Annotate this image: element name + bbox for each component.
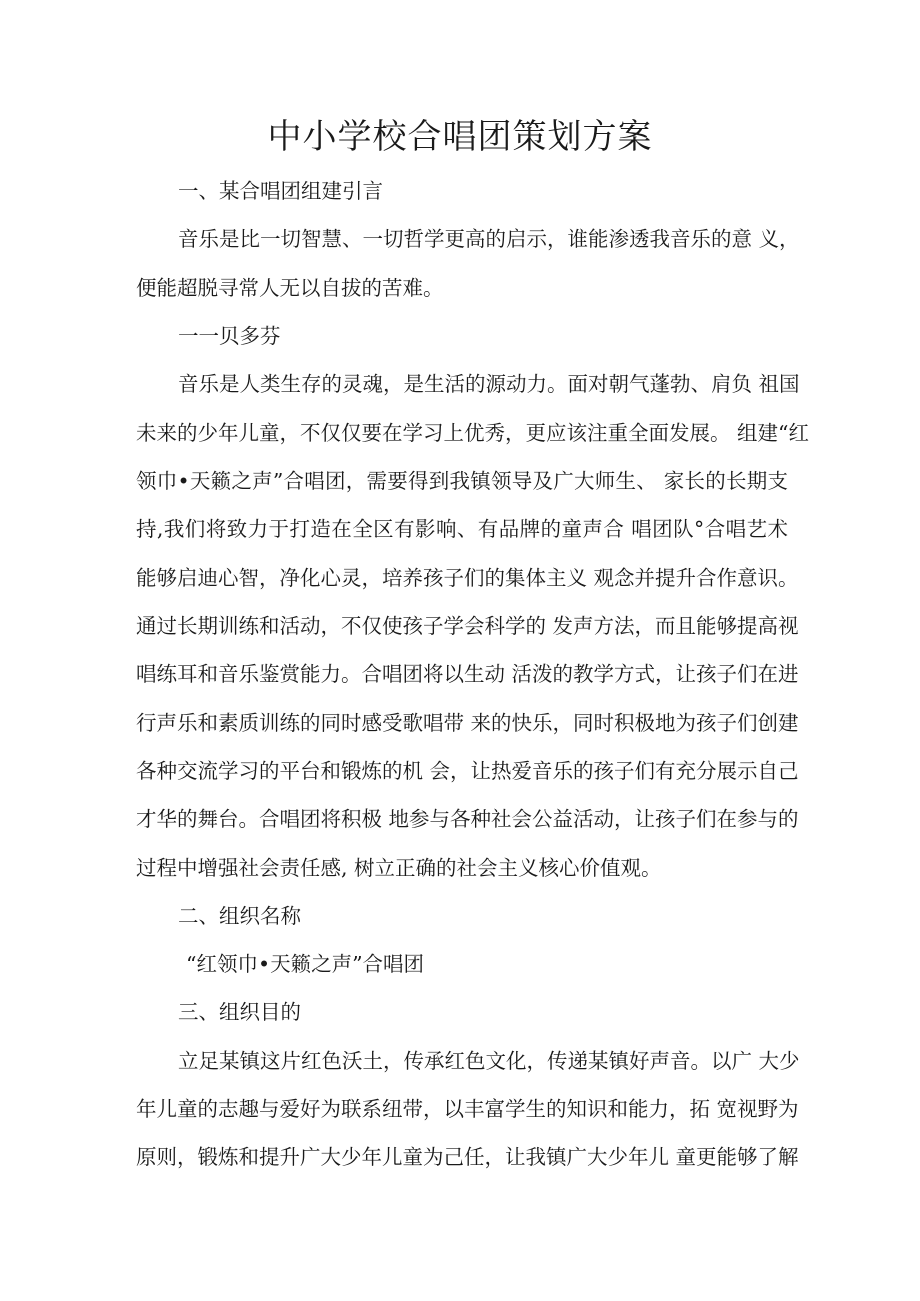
- paragraph-line: 原则，锻炼和提升广大少年儿童为己任，让我镇广大少年儿 童更能够了解: [136, 1145, 799, 1169]
- paragraph-line: 领巾•天籁之声”合唱团，需要得到我镇领导及广大师生、 家长的长期支: [136, 469, 788, 493]
- paragraph-line: 才华的舞台。合唱团将积极 地参与各种社会公益活动，让孩子们在参与的: [136, 807, 799, 831]
- paragraph-line: 各种交流学习的平台和锻炼的机 会，让热爱音乐的孩子们有充分展示自己: [136, 759, 799, 783]
- section-heading-organization-name: 二、组织名称: [178, 904, 301, 928]
- paragraph-line: 未来的少年儿童，不仅仅要在学习上优秀，更应该注重全面发展。 组建“红: [136, 421, 809, 445]
- organization-name: “红领巾•天籁之声”合唱团: [186, 952, 425, 976]
- section-heading-organization-purpose: 三、组织目的: [178, 1000, 301, 1024]
- paragraph-line: 音乐是人类生存的灵魂，是生活的源动力。面对朝气蓬勃、肩负 祖国: [178, 372, 800, 396]
- paragraph-line: 通过长期训练和活动，不仅使孩子学会科学的 发声方法，而且能够提高视: [136, 614, 799, 638]
- document-title: 中小学校合唱团策划方案: [267, 117, 653, 157]
- paragraph-line: 行声乐和素质训练的同时感受歌唱带 来的快乐，同时积极地为孩子们创建: [136, 711, 799, 735]
- section-heading-introduction: 一、某合唱团组建引言: [178, 179, 383, 203]
- quote-line: 音乐是比一切智慧、一切哲学更高的启示，谁能渗透我音乐的意 义，: [178, 227, 800, 251]
- quote-line: 便能超脱寻常人无以自拔的苦难。: [136, 276, 444, 300]
- paragraph-line: 能够启迪心智，净化心灵，培养孩子们的集体主义 观念并提升合作意识。: [136, 566, 799, 590]
- quote-attribution: 一一贝多芬: [178, 324, 281, 348]
- paragraph-line: 过程中增强社会责任感, 树立正确的社会主义核心价值观。: [136, 856, 662, 880]
- paragraph-line: 立足某镇这片红色沃土，传承红色文化，传递某镇好声音。以广 大少: [178, 1049, 800, 1073]
- paragraph-line: 持,我们将致力于打造在全区有影响、有品牌的童声合 唱团队°合唱艺术: [136, 517, 788, 541]
- paragraph-line: 年儿童的志趣与爱好为联系纽带，以丰富学生的知识和能力，拓 宽视野为: [136, 1097, 799, 1121]
- paragraph-line: 唱练耳和音乐鉴赏能力。合唱团将以生动 活泼的教学方式，让孩子们在进: [136, 662, 799, 686]
